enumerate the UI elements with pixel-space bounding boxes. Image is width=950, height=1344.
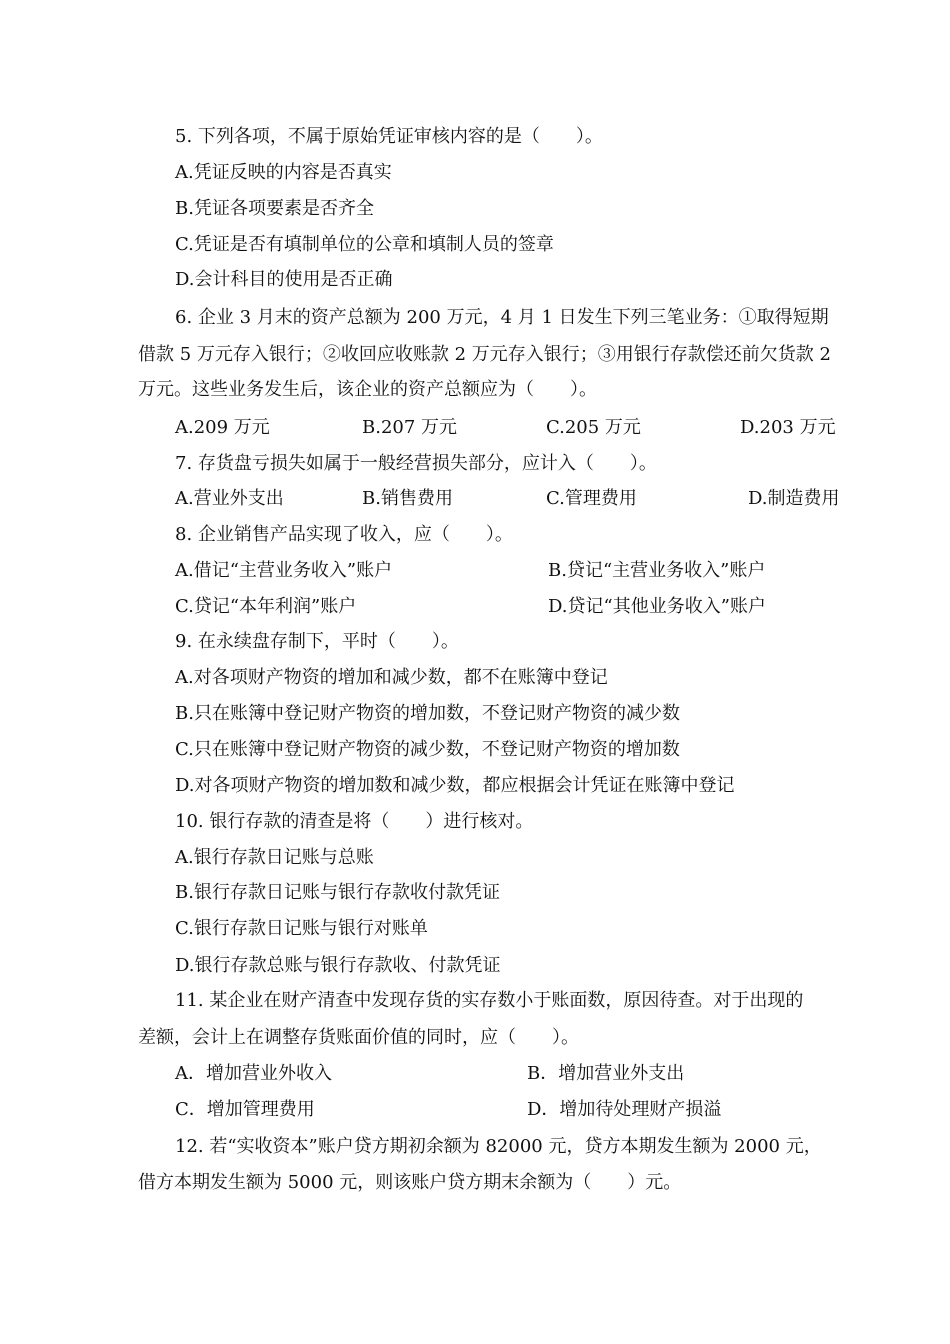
question-6-option-c: C.205 万元 — [546, 417, 641, 438]
question-12-stem-line-1: 12. 若“实收资本”账户贷方期初余额为 82000 元，贷方本期发生额为 2000 元， — [175, 1136, 822, 1157]
question-12-stem-line-2: 借方本期发生额为 5000 元，则该账户贷方期末余额为（ ）元。 — [138, 1172, 682, 1193]
question-9-option-d: D.对各项财产物资的增加数和减少数，都应根据会计凭证在账簿中登记 — [175, 775, 735, 796]
question-11-stem-line-2: 差额，会计上在调整存货账面价值的同时，应（ ）。 — [138, 1027, 579, 1048]
question-5-stem: 5. 下列各项，不属于原始凭证审核内容的是（ ）。 — [175, 126, 603, 147]
question-6-option-a: A.209 万元 — [175, 417, 270, 438]
question-8-option-a: A.借记“主营业务收入”账户 — [175, 560, 393, 581]
question-9-option-b: B.只在账簿中登记财产物资的增加数，不登记财产物资的减少数 — [175, 703, 680, 724]
question-8-option-d: D.贷记“其他业务收入”账户 — [548, 596, 766, 617]
question-10-option-c: C.银行存款日记账与银行对账单 — [175, 918, 428, 939]
question-11-stem-line-1: 11. 某企业在财产清查中发现存货的实存数小于账面数，原因待查。对于出现的 — [175, 990, 804, 1011]
question-5-option-b: B.凭证各项要素是否齐全 — [175, 198, 374, 219]
question-8-option-b: B.贷记“主营业务收入”账户 — [548, 560, 766, 581]
question-8-option-c: C.贷记“本年利润”账户 — [175, 596, 357, 617]
question-7-option-b: B.销售费用 — [362, 488, 453, 509]
question-6-stem-line-2: 借款 5 万元存入银行；②收回应收账款 2 万元存入银行；③用银行存款偿还前欠货款 2 — [138, 344, 831, 365]
question-7-stem: 7. 存货盘亏损失如属于一般经营损失部分，应计入（ ）。 — [175, 453, 657, 474]
question-6-stem-line-3: 万元。这些业务发生后，该企业的资产总额应为（ ）。 — [138, 379, 597, 400]
question-10-option-b: B.银行存款日记账与银行存款收付款凭证 — [175, 882, 500, 903]
question-11-option-c: C．增加管理费用 — [175, 1099, 315, 1120]
question-6-option-d: D.203 万元 — [740, 417, 836, 438]
question-10-option-a: A.银行存款日记账与总账 — [175, 847, 374, 868]
question-7-option-a: A.营业外支出 — [175, 488, 284, 509]
question-8-stem: 8. 企业销售产品实现了收入，应（ ）。 — [175, 524, 513, 545]
question-6-stem-line-1: 6. 企业 3 月末的资产总额为 200 万元，4 月 1 日发生下列三笔业务：①取得短期 — [175, 307, 829, 328]
question-5-option-d: D.会计科目的使用是否正确 — [175, 269, 393, 290]
question-6-option-b: B.207 万元 — [362, 417, 458, 438]
question-9-option-a: A.对各项财产物资的增加和减少数，都不在账簿中登记 — [175, 667, 608, 688]
question-11-option-d: D．增加待处理财产损溢 — [527, 1099, 722, 1120]
question-9-option-c: C.只在账簿中登记财产物资的减少数，不登记财产物资的增加数 — [175, 739, 680, 760]
question-11-option-b: B．增加营业外支出 — [527, 1063, 685, 1084]
question-5-option-c: C.凭证是否有填制单位的公章和填制人员的签章 — [175, 234, 554, 255]
question-5-option-a: A.凭证反映的内容是否真实 — [175, 162, 392, 183]
question-9-stem: 9. 在永续盘存制下，平时（ ）。 — [175, 631, 459, 652]
question-10-stem: 10. 银行存款的清查是将（ ）进行核对。 — [175, 811, 534, 832]
question-10-option-d: D.银行存款总账与银行存款收、付款凭证 — [175, 955, 501, 976]
question-7-option-d: D.制造费用 — [748, 488, 840, 509]
question-11-option-a: A．增加营业外收入 — [175, 1063, 332, 1084]
question-7-option-c: C.管理费用 — [546, 488, 637, 509]
